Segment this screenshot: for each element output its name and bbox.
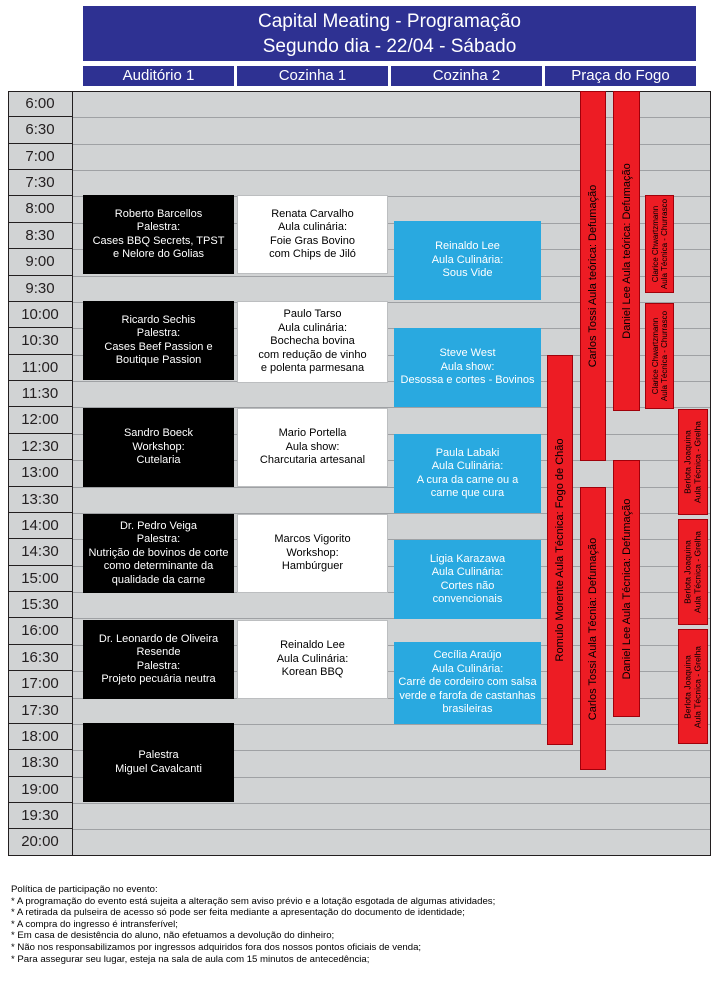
event-text-line: Aula Culinária:: [431, 662, 504, 675]
event-praca-clarice-2: [645, 303, 674, 409]
event-praca-clarice-1-label: [651, 199, 669, 289]
event-text-line: Ligia Karazawa: [429, 552, 506, 565]
event-text-line: Berlota Joaquina: [682, 654, 693, 719]
event-text-line: Berlota Joaquina: [682, 540, 693, 604]
policy-item: * A programação do evento está sujeita a alteração sem aviso prévio e a lotação esgotada de algumas atividades;: [11, 895, 496, 907]
event-text-line: Reinaldo Lee: [435, 240, 500, 253]
time-slot-label: 15:00: [8, 566, 72, 592]
event-praca-carlos-2: [580, 487, 606, 770]
event-text-line: Sous Vide: [442, 267, 493, 280]
time-slot-label: 14:30: [8, 539, 72, 565]
event-praca-berlota-2-label: [684, 531, 703, 613]
event-text-line: Boutique Passion: [115, 354, 202, 366]
event-text-line: carne que cura: [430, 487, 505, 499]
event-text-line: brasileiras: [442, 703, 493, 716]
time-column: [8, 91, 73, 856]
event-cozinha2-2: [394, 328, 541, 407]
time-slot-label: 10:00: [8, 302, 72, 328]
event-text-line: Nutrição de bovinos de corte: [88, 546, 229, 559]
event-text-line: Aula Técnica - Churrasco: [659, 310, 669, 402]
policy-item: * Para assegurar seu lugar, esteja na sala de aula com 15 minutos de antecedência;: [11, 953, 370, 965]
room-header-praca: Praça do Fogo: [545, 66, 696, 86]
event-text-line: Cortes não: [440, 579, 495, 592]
event-cozinha1-1: [237, 195, 388, 274]
time-slot-label: 17:00: [8, 671, 72, 697]
event-text-line: Berlota Joaquina: [682, 430, 693, 494]
event-praca-daniel-2-label: [621, 498, 633, 679]
event-text-line: e polenta parmesana: [260, 362, 365, 375]
event-praca-berlota-1-label: [684, 421, 703, 503]
event-text-line: Daniel Lee Aula teórica: Defumação: [620, 163, 633, 339]
event-praca-berlota-3-label: [684, 645, 703, 727]
event-text-line: Clarice Chwartzmann: [650, 317, 660, 395]
event-text-line: Workshop:: [132, 440, 185, 453]
event-praca-clarice-2-label: [651, 311, 669, 401]
event-praca-berlota-2: [678, 519, 708, 625]
page-title-banner: [83, 6, 696, 61]
time-slot-label: 6:00: [8, 91, 72, 117]
page-subtitle: Segundo dia - 22/04 - Sábado: [262, 36, 517, 57]
time-slot-label: 7:30: [8, 170, 72, 196]
time-slot-label: 13:30: [8, 487, 72, 513]
event-text-line: Aula show:: [440, 360, 495, 373]
time-slot-label: 9:30: [8, 276, 72, 302]
event-text-line: Aula Culinária:: [431, 566, 504, 578]
event-cozinha2-3: [394, 434, 541, 513]
event-text-line: Carré de cordeiro com salsa: [398, 676, 537, 689]
event-text-line: Sandro Boeck: [123, 427, 194, 440]
event-auditorio-3: [83, 408, 234, 487]
event-text-line: Aula Culinária:: [276, 652, 349, 665]
event-text-line: Aula Culinária:: [431, 253, 504, 266]
time-slot-label: 8:30: [8, 223, 72, 249]
event-text-line: Hambúrguer: [281, 560, 344, 573]
event-praca-clarice-1: [645, 195, 674, 293]
time-slot-label: 7:00: [8, 144, 72, 170]
time-slot-label: 8:00: [8, 196, 72, 222]
event-text-line: Projeto pecuária neutra: [101, 673, 216, 685]
room-header-cozinha1: Cozinha 1: [237, 66, 388, 86]
event-text-line: verde e farofa de castanhas: [399, 689, 536, 702]
page-title: Capital Meating - Programação: [258, 11, 521, 32]
event-text-line: Palestra:: [136, 221, 181, 233]
time-slot-label: 13:00: [8, 460, 72, 486]
event-text-line: Romulo Morente Aula Técnica: Fogo de Chão: [554, 438, 566, 662]
event-auditorio-5: [83, 620, 234, 699]
event-text-line: Workshop:: [286, 546, 339, 559]
event-text-line: Cutelaria: [136, 454, 181, 467]
policy-item: * A retirada da pulseira de acesso só pode ser feita mediante a apresentação do documento de identidade;: [11, 907, 465, 919]
event-text-line: Bochecha bovina: [270, 335, 355, 348]
event-text-line: Marcos Vigorito: [274, 533, 351, 546]
event-text-line: Clarice Chwartzmann: [650, 205, 660, 283]
event-praca-daniel-2: [613, 460, 640, 717]
event-text-line: Aula Culinária:: [431, 460, 504, 472]
event-text-line: A cura da carne ou a: [416, 473, 519, 486]
time-slot-label: 18:00: [8, 724, 72, 750]
event-text-line: Mario Portella: [278, 427, 347, 440]
policy-item: * Não nos responsabilizamos por ingressos adquiridos fora dos nossos pontos oficiais de venda;: [11, 941, 422, 953]
grid-row-line: [73, 803, 710, 804]
time-slot-label: 16:00: [8, 618, 72, 644]
event-text-line: Cases BBQ Secrets, TPST: [92, 234, 225, 247]
grid-row-line: [73, 829, 710, 830]
event-auditorio-6: [83, 723, 234, 802]
event-text-line: Aula Técnica - Grelha: [692, 420, 702, 504]
event-cozinha2-5: [394, 642, 541, 724]
event-text-line: Palestra: [138, 749, 179, 761]
event-cozinha1-2: [237, 301, 388, 383]
event-text-line: Miguel Cavalcanti: [115, 762, 202, 775]
event-text-line: com redução de vinho: [258, 348, 367, 361]
event-text-line: Foie Gras Bovino: [270, 234, 355, 247]
event-text-line: e Nelore do Golias: [112, 248, 205, 260]
event-text-line: Steve West: [439, 347, 496, 360]
event-auditorio-2: [83, 301, 234, 380]
time-slot-label: 6:30: [8, 117, 72, 143]
event-cozinha1-4: [237, 514, 388, 593]
event-text-line: Cecília Araújo: [433, 649, 502, 662]
event-text-line: Charcutaria artesanal: [259, 454, 366, 467]
time-slot-label: 9:00: [8, 249, 72, 275]
time-slot-label: 11:00: [8, 355, 72, 381]
event-praca-carlos-1-label: [587, 185, 599, 368]
event-praca-daniel-1: [613, 91, 640, 411]
event-text-line: Roberto Barcellos: [114, 207, 203, 220]
policy-item: * A compra do ingresso é intransferível;: [11, 918, 178, 930]
event-praca-daniel-1-label: [621, 163, 633, 339]
event-text-line: Paulo Tarso: [283, 308, 342, 321]
time-slot-label: 15:30: [8, 592, 72, 618]
event-text-line: Dr. Pedro Veiga: [119, 519, 198, 532]
event-cozinha1-5: [237, 620, 388, 699]
event-cozinha2-4: [394, 540, 541, 619]
event-text-line: Palestra:: [136, 659, 181, 672]
event-text-line: como determinante da: [103, 560, 214, 573]
event-text-line: Ricardo Sechis: [121, 313, 196, 326]
event-text-line: Cases Beef Passion e: [104, 340, 213, 353]
event-text-line: Aula culinária:: [277, 321, 348, 334]
event-text-line: Daniel Lee Aula Técnica: Defumação: [620, 498, 633, 679]
event-text-line: Palestra:: [136, 327, 181, 339]
event-text-line: Korean BBQ: [281, 666, 344, 679]
event-text-line: Carlos Tossi Aula teórica: Defumação: [587, 184, 599, 368]
time-slot-label: 14:00: [8, 513, 72, 539]
time-slot-label: 19:00: [8, 777, 72, 803]
time-slot-label: 17:30: [8, 698, 72, 724]
event-text-line: Reinaldo Lee: [280, 639, 345, 652]
policy-notes: [11, 884, 711, 965]
event-text-line: Palestra:: [136, 533, 181, 546]
event-praca-romulo: [547, 355, 573, 745]
event-praca-berlota-3: [678, 629, 708, 744]
time-slot-label: 16:30: [8, 645, 72, 671]
event-cozinha1-3: [237, 408, 388, 487]
event-text-line: convencionais: [432, 593, 503, 605]
time-slot-label: 18:30: [8, 750, 72, 776]
event-text-line: Aula Técnica - Churrasco: [659, 198, 669, 290]
time-slot-label: 12:30: [8, 434, 72, 460]
time-slot-label: 10:30: [8, 328, 72, 354]
event-text-line: Aula Técnica - Grelha: [692, 530, 702, 614]
event-text-line: Paula Labaki: [435, 446, 500, 459]
event-praca-berlota-1: [678, 409, 708, 515]
event-text-line: Aula show:: [285, 440, 340, 453]
event-praca-romulo-label: [554, 439, 566, 662]
event-text-line: qualidade da carne: [111, 573, 206, 586]
event-text-line: Renata Carvalho: [271, 207, 354, 220]
event-text-line: Aula Técnica - Grelha: [692, 645, 702, 728]
event-text-line: Carlos Tossi Aula Técnia: Defumação: [587, 537, 599, 720]
event-auditorio-4: [83, 514, 234, 593]
room-header-auditorio: Auditório 1: [83, 66, 234, 86]
time-slot-label: 12:00: [8, 407, 72, 433]
time-slot-label: 19:30: [8, 803, 72, 829]
event-praca-carlos-2-label: [587, 537, 599, 719]
room-header-cozinha2: Cozinha 2: [391, 66, 542, 86]
event-auditorio-1: [83, 195, 234, 274]
policy-heading: Política de participação no evento:: [11, 884, 158, 895]
event-text-line: Resende: [136, 646, 181, 658]
time-slot-label: 11:30: [8, 381, 72, 407]
event-praca-carlos-1: [580, 91, 606, 461]
event-text-line: com Chips de Jiló: [269, 248, 356, 260]
event-text-line: Desossa e cortes - Bovinos: [400, 374, 535, 387]
policy-item: * Em casa de desistência do aluno, não efetuamos a devolução do dinheiro;: [11, 930, 335, 942]
event-text-line: Aula culinária:: [277, 221, 348, 233]
event-text-line: Dr. Leonardo de Oliveira: [98, 632, 219, 645]
time-slot-label: 20:00: [8, 829, 72, 855]
event-cozinha2-1: [394, 221, 541, 300]
